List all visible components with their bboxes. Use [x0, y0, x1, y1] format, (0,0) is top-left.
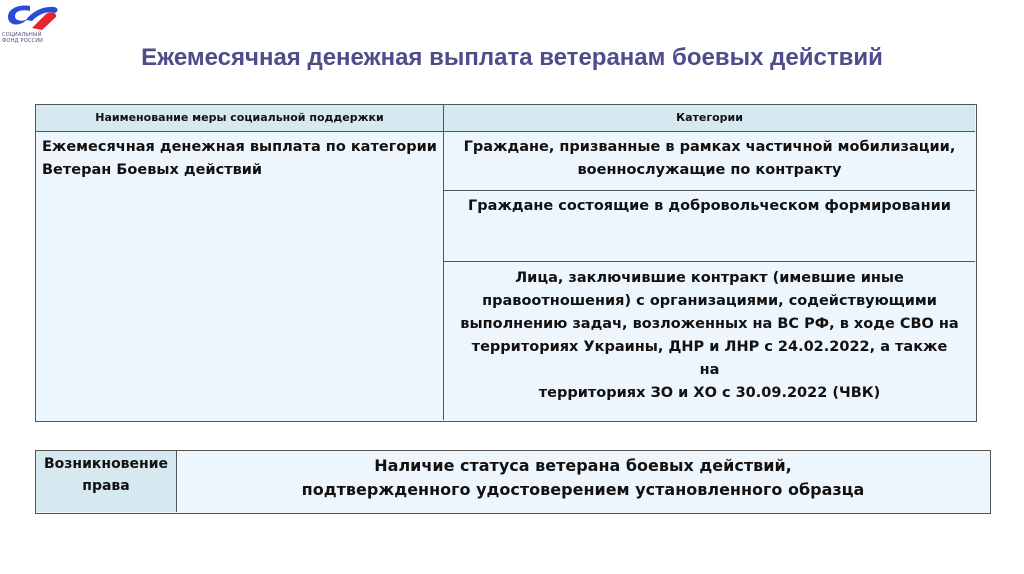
right-origin-label — [36, 451, 177, 512]
right-origin-value — [177, 451, 989, 512]
logo-text — [2, 32, 64, 44]
label-line: права — [82, 478, 130, 494]
header-categories: Категории — [444, 105, 975, 132]
category-line: выполнению задач, возложенных на ВС РФ, в ходе СВО на — [460, 316, 959, 332]
logo-text-line1: СОЦИАЛЬНЫЙ — [2, 32, 42, 38]
category-line: Лица, заключившие контракт (имевшие иные — [515, 270, 904, 286]
sfr-logo-icon — [2, 2, 62, 32]
sfr-logo — [2, 2, 62, 46]
category-line: территориях ЗО и ХО с 30.09.2022 (ЧВК) — [538, 385, 881, 401]
logo-text-line2: ФОНД РОССИИ — [2, 38, 44, 44]
category-line: Граждане состоящие в добровольческом формировании — [468, 198, 951, 214]
value-line: подтвержденного удостоверением установленного образца — [301, 480, 865, 499]
right-origin-table — [35, 450, 991, 514]
category-cell-volunteers — [444, 191, 975, 262]
support-measures-table — [35, 104, 977, 422]
category-cell-mobilized — [444, 132, 975, 191]
category-line: военнослужащие по контракту — [577, 162, 842, 178]
label-line: Возникновение — [43, 456, 169, 472]
category-line: правоотношения) с организациями, содействующими — [482, 293, 937, 309]
value-line: Наличие статуса ветерана боевых действий, — [374, 456, 792, 475]
category-line: территориях Украины, ДНР и ЛНР с 24.02.2022, а также на — [471, 339, 948, 378]
header-measure: Наименование меры социальной поддержки — [36, 105, 444, 132]
category-cell-contractors — [444, 262, 975, 420]
category-line: Граждане, призванные в рамках частичной мобилизации, — [463, 139, 956, 155]
page-title: Ежемесячная денежная выплата ветеранам боевых действий — [141, 44, 883, 71]
measure-cell: Ежемесячная денежная выплата по категории Ветеран Боевых действий — [36, 132, 444, 420]
